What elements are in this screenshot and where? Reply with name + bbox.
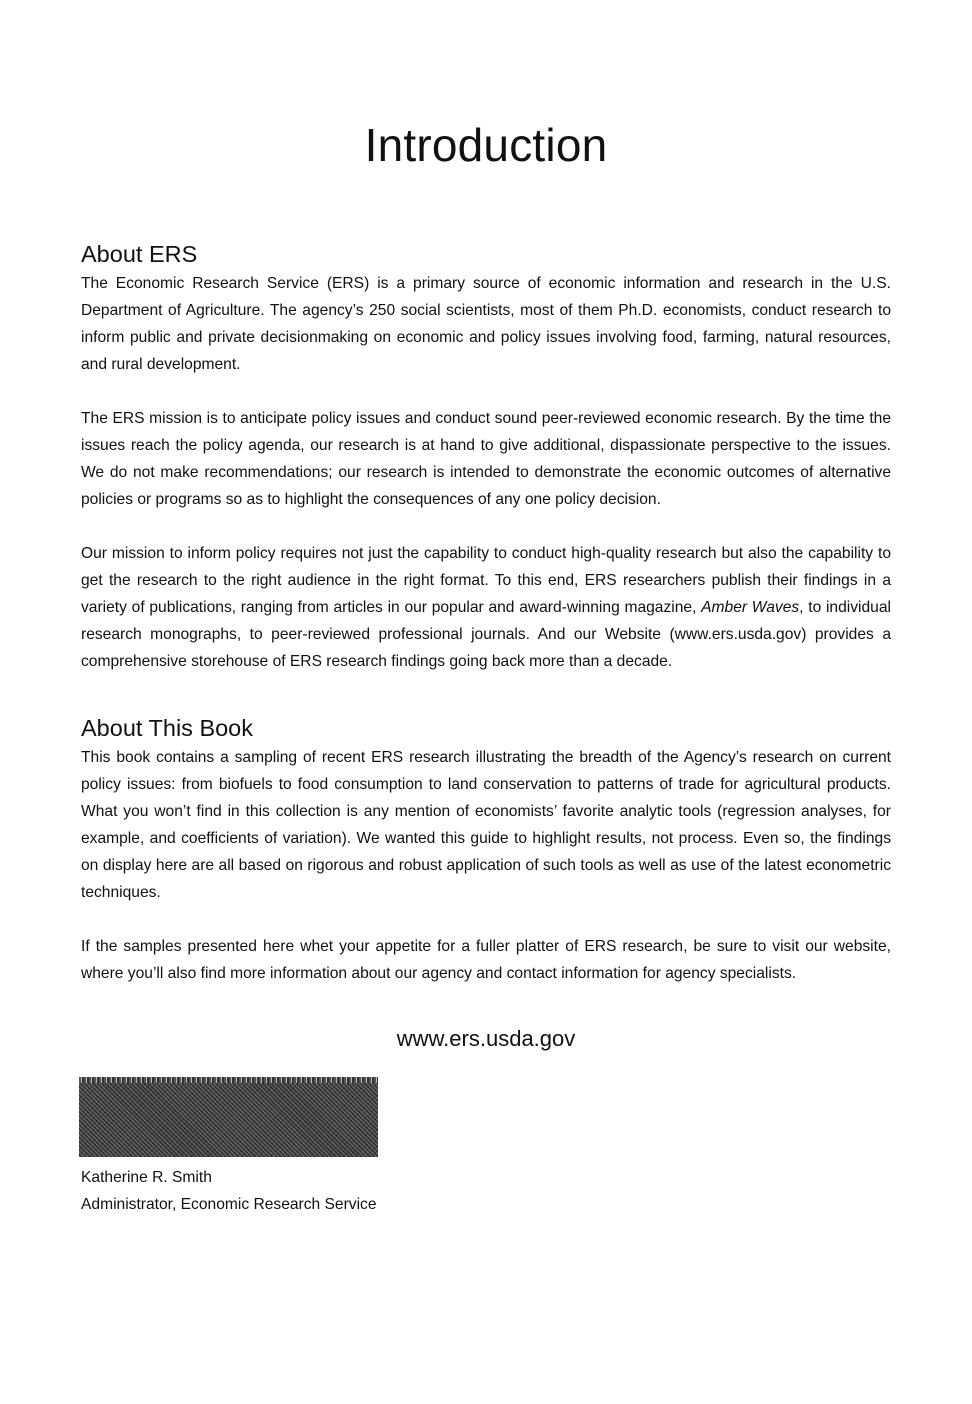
- page-title: Introduction: [364, 119, 608, 171]
- section-heading-about-this-book: About This Book: [81, 715, 254, 741]
- signer-title: Administrator, Economic Research Service: [81, 1196, 377, 1213]
- signer-name: Katherine R. Smith: [81, 1169, 212, 1186]
- about-book-paragraph-1: This book contains a sampling of recent ERS research illustrating the breadth of the Agency’s research on current policy issues: from biofuels to food consumption to land conservation to patterns of trade for agricultural products. What you won’t find in this collection is any mention of economists’ favorite analytic tools (regression analyses, for example, and coefficients of variation). We wanted this guide to highlight results, not process. Even so, the findings on display here are all based on rigorous and robust application of such tools as well as use of the latest econometric techniques.: [81, 749, 891, 901]
- signature-image: [79, 1077, 378, 1157]
- paragraph-text: Our mission to inform policy requires not just the capability to conduct high-quality research but also the capability to get the research to the right audience in the right format. To this end, ERS researchers publish their findings in a variety of publications, ranging from articles in our popular and award-winning magazine,: [81, 545, 891, 616]
- paragraph-text: , to individual research monographs, to peer-reviewed professional journals. And our Website (www.ers.usda.gov) provides a comprehensive storehouse of ERS research findings going back more than a decade.: [81, 599, 891, 670]
- section-heading-about-ers: About ERS: [81, 241, 198, 267]
- website-url: www.ers.usda.gov: [396, 1026, 576, 1051]
- about-ers-paragraph-2: The ERS mission is to anticipate policy issues and conduct sound peer-reviewed economic research. By the time the issues reach the policy agenda, our research is at hand to give additional, dispassionate perspective to the issues. We do not make recommendations; our research is intended to demonstrate the economic outcomes of alternative policies or programs so as to highlight the consequences of any one policy decision.: [81, 410, 891, 508]
- about-ers-paragraph-1: The Economic Research Service (ERS) is a primary source of economic information and research in the U.S. Department of Agriculture. The agency’s 250 social scientists, most of them Ph.D. economists, conduct research to inform public and private decisionmaking on economic and policy issues involving food, farming, natural resources, and rural development.: [81, 275, 891, 373]
- about-book-paragraph-2: If the samples presented here whet your appetite for a fuller platter of ERS research, be sure to visit our website, where you’ll also find more information about our agency and contact information for agency specialists.: [81, 938, 891, 982]
- about-ers-paragraph-3: [81, 540, 891, 675]
- magazine-title: Amber Waves: [701, 599, 800, 616]
- page: [81, 0, 891, 1404]
